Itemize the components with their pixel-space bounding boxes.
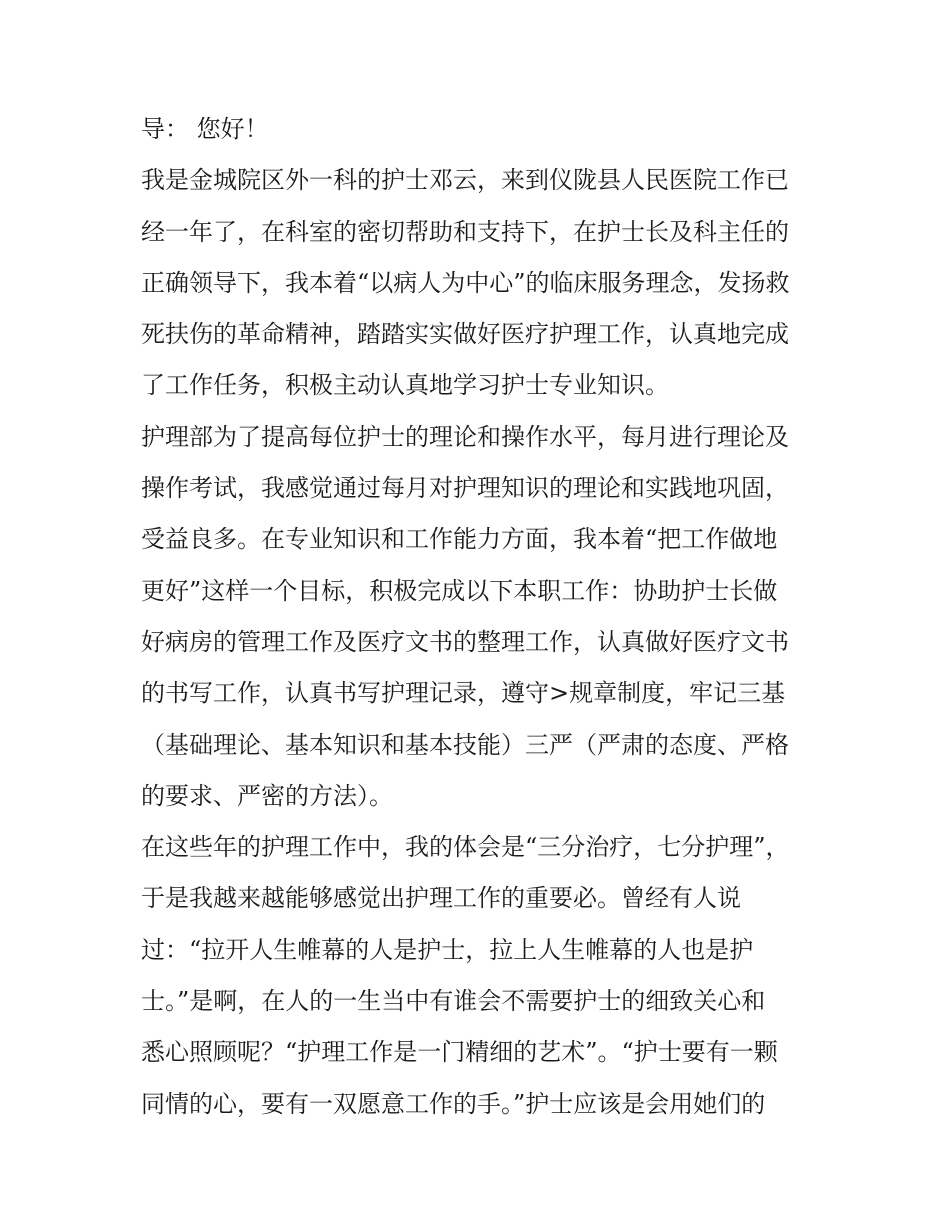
text-line: 好病房的管理工作及医疗文书的整理工作，认真做好医疗文书 xyxy=(141,627,789,656)
text-line: 导： 您好！ xyxy=(141,115,269,143)
text-line: 过：“拉开人生帷幕的人是护士，拉上人生帷幕的人也是护 xyxy=(141,935,754,964)
text-line: 更好”这样一个目标，积极完成以下本职工作：协助护士长做 xyxy=(141,576,778,605)
text-line: 于是我越来越能够感觉出护理工作的重要必。曾经有人说 xyxy=(141,884,741,913)
text-line: 操作考试，我感觉通过每月对护理知识的理论和实践地巩固， xyxy=(141,474,789,503)
text-line: 悉心照顾呢？“护理工作是一门精细的艺术”。“护士要有一颗 xyxy=(141,1038,778,1067)
text-line: 正确领导下，我本着“以病人为中心”的临床服务理念，发扬救 xyxy=(141,268,790,297)
text-line: 了工作任务，积极主动认真地学习护士专业知识。 xyxy=(141,371,669,400)
text-line: 受益良多。在专业知识和工作能力方面，我本着“把工作做地 xyxy=(141,525,778,554)
text-line: 死扶伤的革命精神，踏踏实实做好医疗护理工作，认真地完成 xyxy=(141,320,789,349)
text-line: 同情的心，要有一双愿意工作的手。”护士应该是会用她们的 xyxy=(141,1089,766,1118)
text-line: 的书写工作，认真书写护理记录，遵守>规章制度，牢记三基 xyxy=(141,679,786,708)
document-body xyxy=(141,109,821,1135)
text-line: 我是金城院区外一科的护士邓云，来到仪陇县人民医院工作已 xyxy=(141,166,789,195)
text-line: 护理部为了提高每位护士的理论和操作水平，每月进行理论及 xyxy=(141,422,789,451)
text-line: 在这些年的护理工作中，我的体会是“三分治疗，七分护理”， xyxy=(141,833,790,862)
text-line: 经一年了，在科室的密切帮助和支持下，在护士长及科主任的 xyxy=(141,217,789,246)
text-line: （基础理论、基本知识和基本技能）三严（严肃的态度、严格 xyxy=(141,730,789,759)
text-line: 士。”是啊，在人的一生当中有谁会不需要护士的细致关心和 xyxy=(141,987,766,1016)
text-line: 的要求、严密的方法）。 xyxy=(141,781,393,810)
